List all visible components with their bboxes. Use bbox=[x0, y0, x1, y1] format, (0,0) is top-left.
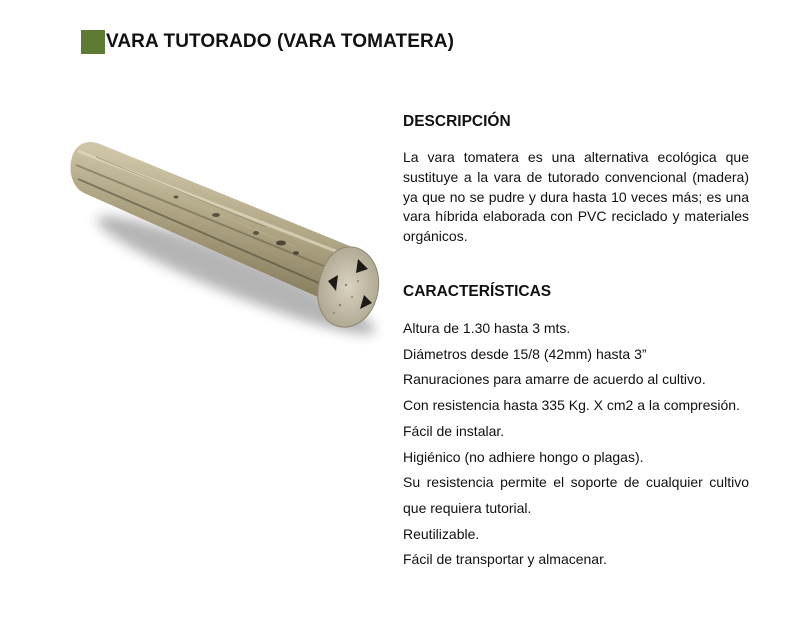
product-photo bbox=[66, 135, 384, 345]
list-item: Fácil de instalar. bbox=[403, 422, 505, 439]
page-title: VARA TUTORADO (VARA TOMATERA) bbox=[106, 31, 455, 52]
characteristics-list bbox=[403, 316, 749, 573]
list-item: Altura de 1.30 hasta 3 mts. bbox=[403, 320, 571, 336]
list-item: Ranuraciones para amarre de acuerdo al cultivo. bbox=[403, 371, 706, 388]
list-item: Fácil de transportar y almacenar. bbox=[403, 551, 607, 568]
list-item: Con resistencia hasta 335 Kg. X cm2 a la compresión. bbox=[403, 397, 740, 414]
list-item: Su resistencia permite el soporte de cualquier cultivo que requiera tutorial. bbox=[403, 474, 749, 516]
title-accent-square bbox=[81, 30, 105, 54]
characteristics-heading: CARACTERÍSTICAS bbox=[403, 283, 552, 300]
description-text: La vara tomatera es una alternativa ecológica que sustituye a la vara de tutorado convencional (madera) ya que no se pudre y dura hasta 10 veces más; es una vara híbrida elaborada con PVC reciclado y materiales orgánicos. bbox=[403, 149, 749, 245]
list-item: Higiénico (no adhiere hongo o plagas). bbox=[403, 448, 644, 465]
list-item: Reutilizable. bbox=[403, 525, 480, 542]
description-heading: DESCRIPCIÓN bbox=[403, 113, 511, 130]
list-item: Diámetros desde 15/8 (42mm) hasta 3” bbox=[403, 345, 647, 362]
